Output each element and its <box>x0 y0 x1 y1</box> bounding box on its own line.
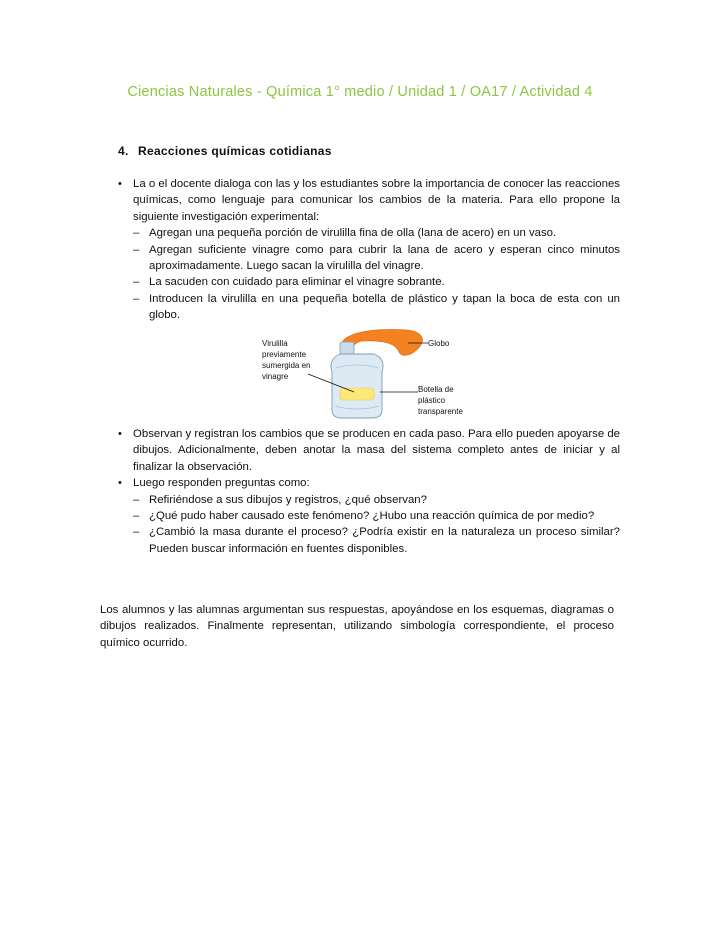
question-item: – Refiriéndose a sus dibujos y registros, ¿qué observan? <box>133 492 620 508</box>
list-item: • Observan y registran los cambios que se producen en cada paso. Para ello pueden apoyarse de dibujos. Adicionalmente, deben anotar la masa del sistema completo antes de iniciar y al finalizar la observación. <box>118 426 620 475</box>
label-botella: Botella de plástico transparente <box>418 385 463 416</box>
steps-list <box>133 225 620 323</box>
activity-list-2 <box>118 426 620 557</box>
step-item: – Introducen la virulilla en una pequeña botella de plástico y tapan la boca de esta con un globo. <box>133 291 620 324</box>
virulilla-shape <box>340 388 374 400</box>
section-title-text: Reacciones químicas cotidianas <box>138 144 332 158</box>
page-header-breadcrumb: Ciencias Naturales - Química 1° medio / Unidad 1 / OA17 / Actividad 4 <box>127 84 593 100</box>
bottle-cap <box>340 342 354 354</box>
label-globo: Globo <box>428 339 450 348</box>
questions-list <box>133 492 620 558</box>
step-item: – La sacuden con cuidado para eliminar el vinagre sobrante. <box>133 274 620 290</box>
label-virulilla: Virulilla previamente sumergida en vinagre <box>262 339 311 381</box>
list-item <box>118 475 620 557</box>
activity-list-1 <box>118 176 620 324</box>
list-item <box>118 176 620 324</box>
section-title <box>118 144 332 158</box>
list-item-text: • La o el docente dialoga con las y los estudiantes sobre la importancia de conocer las reacciones químicas, como lenguaje para comunicar los cambios de la materia. Para ello propone la siguiente investigación experimental: <box>133 178 620 223</box>
closing-paragraph: Los alumnos y las alumnas argumentan sus respuestas, apoyándose en los esquemas, diagramas o dibujos realizados. Finalmente representan, utilizando simbología correspondiente, el proceso químico ocurrido. <box>100 604 614 649</box>
experiment-figure <box>258 328 478 420</box>
section-number: 4. <box>118 144 129 158</box>
list-item-text: • Luego responden preguntas como: <box>133 477 310 490</box>
step-item: – Agregan una pequeña porción de virulilla fina de olla (lana de acero) en un vaso. <box>133 225 620 241</box>
question-item: – ¿Qué pudo haber causado este fenómeno? ¿Hubo una reacción química de por medio? <box>133 508 620 524</box>
step-item: – Agregan suficiente vinagre como para cubrir la lana de acero y esperan cinco minutos aproximadamente. Luego sacan la virulilla del vinagre. <box>133 242 620 275</box>
question-item: – ¿Cambió la masa durante el proceso? ¿Podría existir en la naturaleza un proceso similar? Pueden buscar información en fuentes disponibles. <box>133 524 620 557</box>
